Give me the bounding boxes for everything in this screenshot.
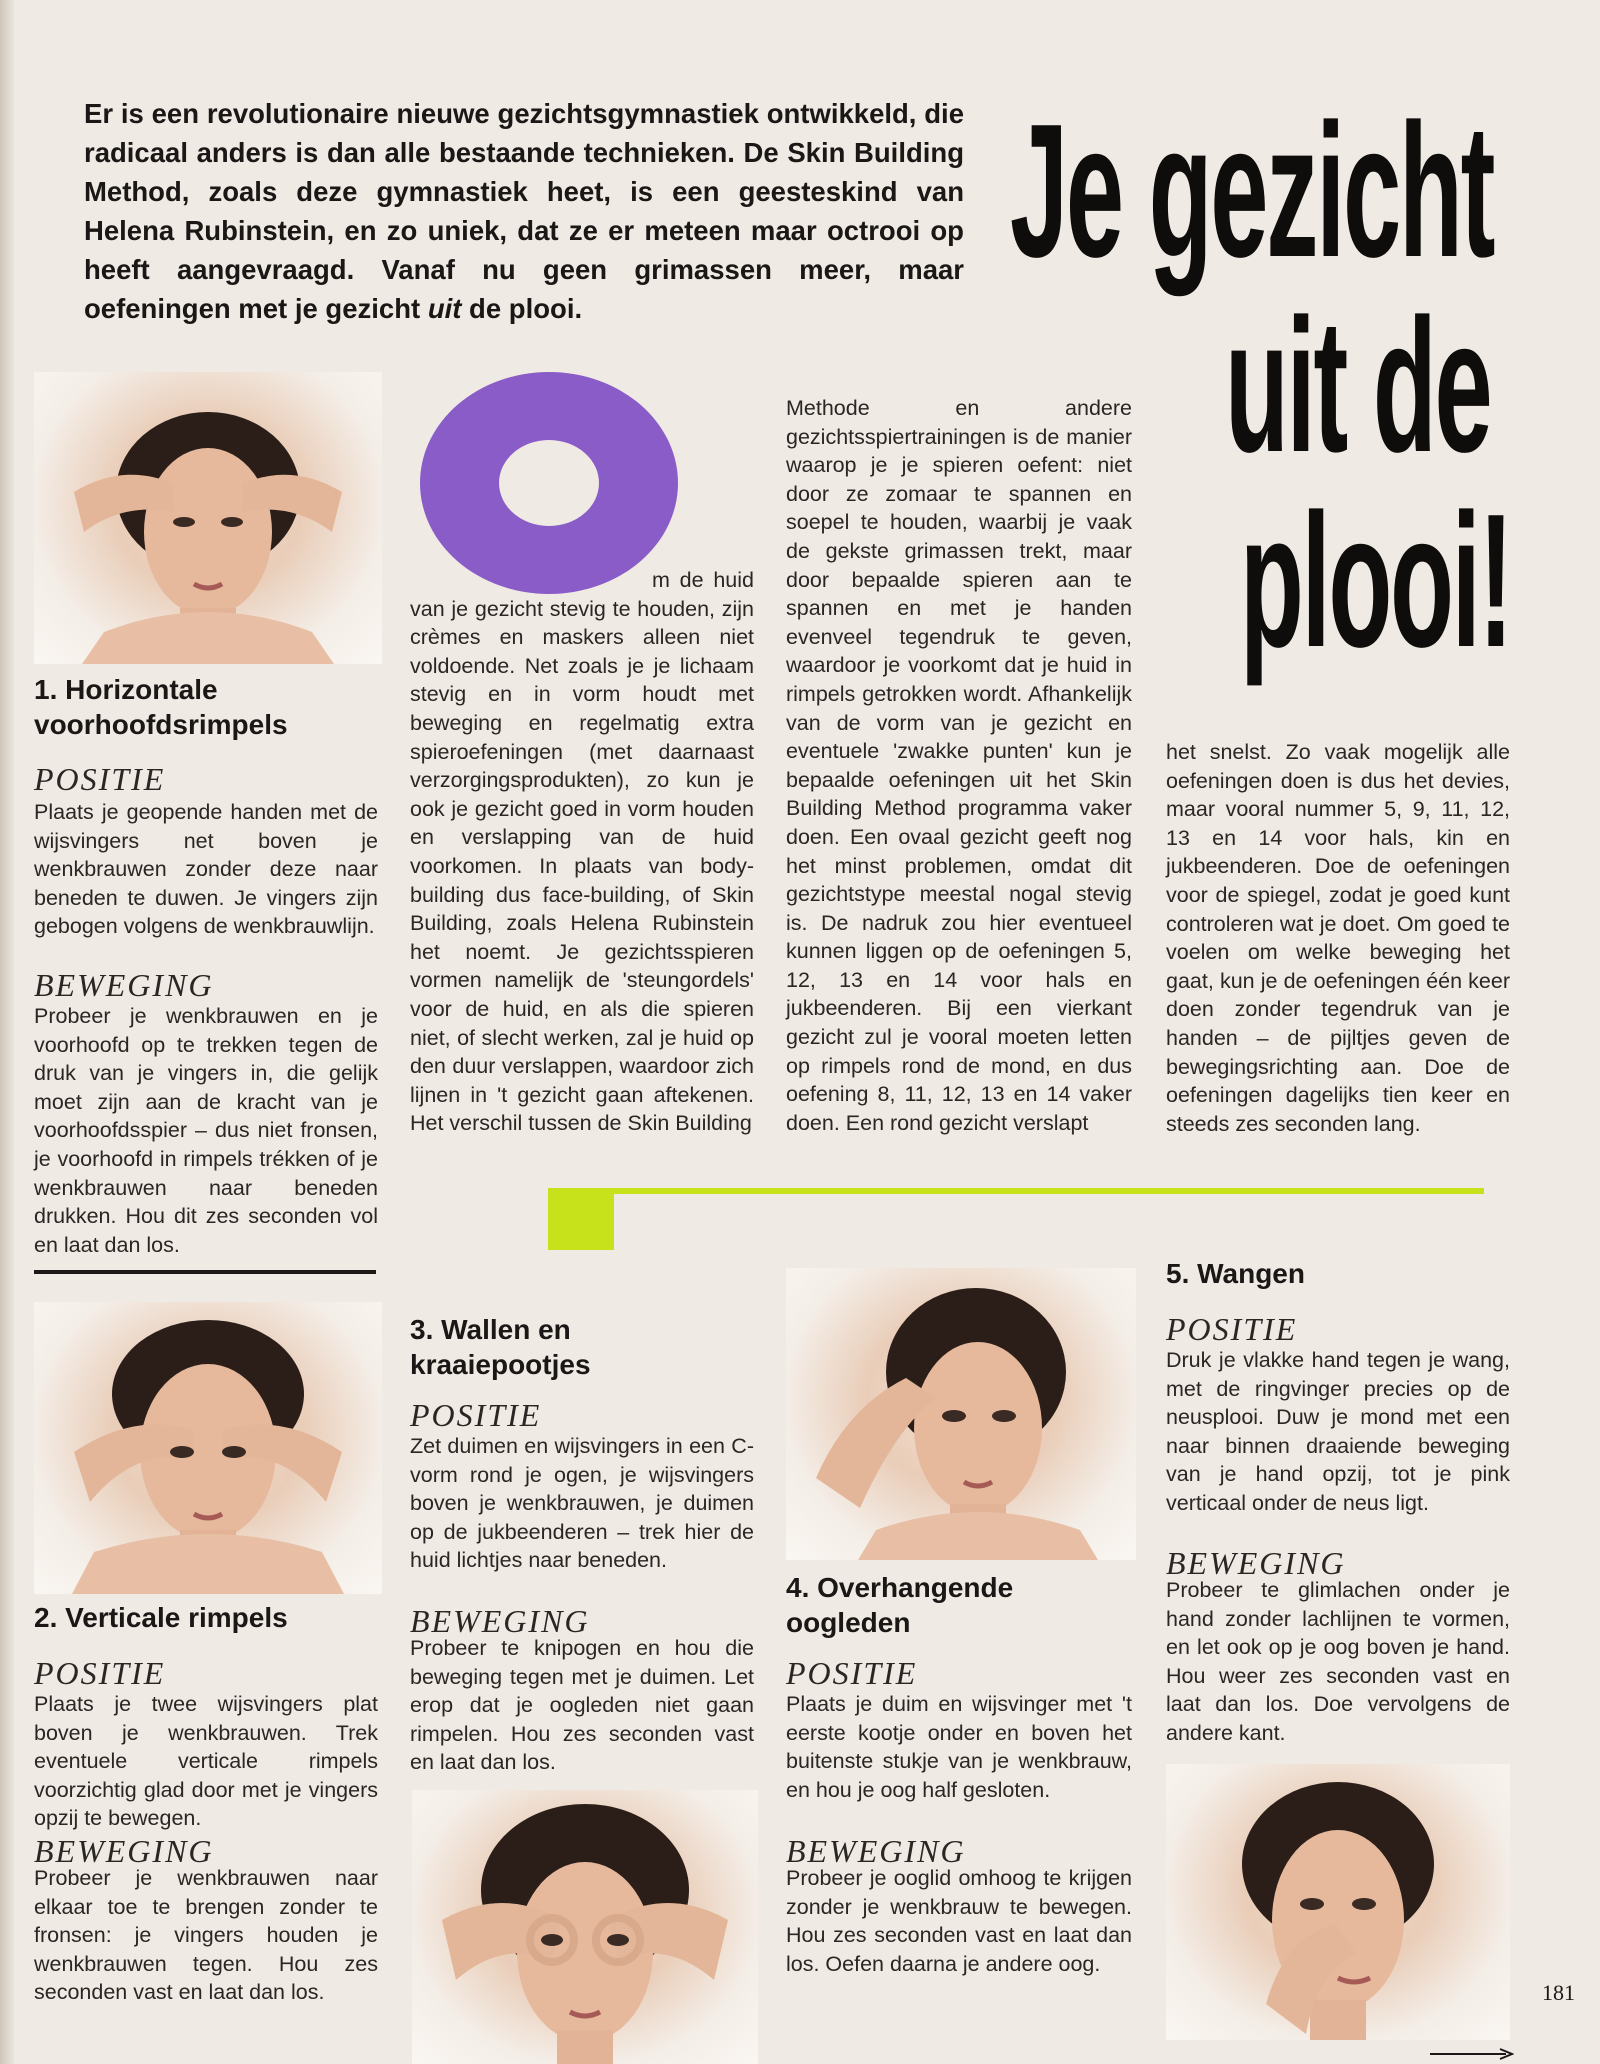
exercise-3-positie-label: POSITIE: [410, 1397, 542, 1433]
body-column-2: Methode en andere gezichtsspiertrainingen is de manier waarop je je spieren oefent: niet door ze zomaar te spannen en soepel te houden, waarbij je vaak de gekste grimassen trekt, maar door bepaalde spieren aan te spannen en met je handen evenveel tegendruk te geven, waardoor je voorkomt dat je huid in rimpels getrokken wordt. Afhankelijk van de vorm van je gezicht en eventuele 'zwakke punten' kun je bepaalde oefeningen uit het Skin Building Method programma vaker doen. Een ovaal gezicht geeft nog het minst problemen, omdat dit gezichtstype meestal nogal stevig is. De nadruk zou hier eventueel kunnen liggen op de oefeningen 5, 12, 13 en 14 voor hals en jukbeenderen. Bij een vierkant gezicht zul je vooral moeten letten op rimpels rond de mond, en dus oefening 8, 11, 12, 13 en 14 vaker doen. Een rond gezicht verslapt: [786, 396, 1132, 1135]
exercise-5-positie-label: POSITIE: [1166, 1311, 1298, 1347]
accent-line: [548, 1188, 1484, 1194]
exercise-3-beweging-label: BEWEGING: [410, 1603, 590, 1639]
exercise-4-positie-text: Plaats je duim en wijsvinger met 't eerste kootje onder en boven het buitenste stukje van je wenkbrauw, en hou je oog half gesloten.: [786, 1692, 1132, 1802]
exercise-1-positie-text: Plaats je geopende handen met de wijsvingers net boven je wenkbrauwen zonder deze naar beneden te duwen. Je vingers zijn gebogen volgens de wenkbrauwlijn.: [34, 800, 378, 939]
exercise-4-positie-label: POSITIE: [786, 1655, 918, 1691]
portrait-illustration: [34, 1302, 382, 1594]
exercise-2-positie-label: POSITIE: [34, 1655, 166, 1691]
exercise-5-positie-text: Druk je vlakke hand tegen je wang, met de ringvinger precies op de neusplooi. Duw je mond met een naar binnen draaiende beweging van je hand opzij, tot je pink verticaal onder de neus ligt.: [1166, 1348, 1510, 1515]
exercise-4-title: 4. Overhangende oogleden: [786, 1572, 1014, 1638]
body-column-1: m de huid van je gezicht stevig te houden, zijn crèmes en maskers alleen niet voldoende. Net zoals je je lichaam stevig en in vorm houdt met beweging en regelmatig extra spieroefeningen (met daarnaast verzorgingsprodukten), zo kun je ook je gezicht goed in vorm houden en verslapping van de huid voorkomen. In plaats van body-building dus face-building, of Skin Building, zoals Helena Rubinstein het noemt. Je gezichtsspieren vormen namelijk de 'steungordels' voor de huid, en als die spieren niet, of slecht werken, zal je huid op den duur verslappen, waardoor zich lijnen in 't gezicht gaan aftekenen. Het verschil tussen de Skin Building: [410, 568, 754, 1136]
headline-line-3: plooi!: [1240, 475, 1512, 687]
continue-arrow-icon: [1430, 2048, 1514, 2060]
exercise-4-beweging-label: BEWEGING: [786, 1833, 966, 1869]
exercise-3-beweging-text: Probeer te knipogen en hou die beweging tegen met je duimen. Let erop dat je oogleden niet gaan rimpelen. Hou zes seconden vast en laat dan los.: [410, 1636, 754, 1775]
exercise-3-title: 3. Wallen en kraaiepootjes: [410, 1314, 591, 1380]
section-divider: [34, 1270, 376, 1274]
exercise-1-beweging-text: Probeer je wenkbrauwen en je voorhoofd op te trekken tegen de druk van je vingers in, die gelijk moet zijn aan de kracht van je voorhoofdsspier – dus niet fronsen, je voorhoofd in rimpels trékken of je wenkbrauwen naar beneden drukken. Hou dit zes seconden vol en laat dan los.: [34, 1004, 378, 1257]
photo-exercise-1: [34, 372, 382, 664]
exercise-1-title: 1. Horizontale voorhoofdsrimpels: [34, 674, 288, 740]
photo-exercise-4: [786, 1268, 1136, 1560]
body-column-3: het snelst. Zo vaak mogelijk alle oefeningen doen is dus het devies, maar vooral nummer 5, 9, 11, 12, 13 en 14 voor hals, kin en jukbeenderen. Doe de oefeningen voor de spiegel, zodat je goed kunt controleren wat je doet. Om goed te voelen om welke beweging het gaat, kun je de oefeningen één keer doen zonder tegendruk van je handen – de pijltjes geven de bewegingsrichting aan. Doe de oefeningen dagelijks tien keer en steeds zes seconden lang.: [1166, 740, 1510, 1136]
intro-emphasis: uit: [427, 293, 462, 324]
portrait-illustration: [786, 1268, 1136, 1560]
exercise-5-beweging-text: Probeer te glimlachen onder je hand zonder lachlijnen te vormen, en let ook op je oog boven je hand. Hou weer zes seconden vast en laat dan los. Doe vervolgens de andere kant.: [1166, 1578, 1510, 1745]
exercise-5-beweging-label: BEWEGING: [1166, 1545, 1346, 1581]
portrait-illustration: [34, 372, 382, 664]
intro-paragraph: Er is een revolutionaire nieuwe gezichtsgymnastiek ontwikkeld, die radicaal anders is dan alle bestaande technieken. De Skin Building Method, zoals deze gymnastiek heet, is een geesteskind van Helena Rubinstein, en zo uniek, dat ze er meteen maar octrooi op heeft aangevraagd. Vanaf nu geen grimassen meer, maar oefeningen met je gezicht uit de plooi.: [84, 98, 964, 324]
portrait-illustration: [1166, 1764, 1510, 2040]
exercise-1-positie-label: POSITIE: [34, 761, 166, 797]
page-edge: [0, 0, 14, 2064]
exercise-4-beweging-text: Probeer je ooglid omhoog te krijgen zonder je wenkbrauw te bewegen. Hou zes seconden vast en laat dan los. Oefen daarna je andere oog.: [786, 1866, 1132, 1976]
exercise-2-beweging-text: Probeer je wenkbrauwen naar elkaar toe te brengen zonder te fronsen: je vingers houden je wenkbrauwen tegen. Hou zes seconden vast en laat dan los.: [34, 1866, 378, 2005]
accent-block: [548, 1188, 614, 1250]
headline-line-1: Je gezicht: [1010, 85, 1494, 297]
drop-cap-o: [420, 372, 678, 594]
exercise-3-positie-text: Zet duimen en wijsvingers in een C-vorm rond je ogen, je wijsvingers boven je wenkbrauwen, je duimen op de jukbeenderen – trek hier de huid lichtjes naar beneden.: [410, 1434, 754, 1573]
portrait-illustration: [412, 1790, 758, 2064]
exercise-1-beweging-label: BEWEGING: [34, 967, 214, 1003]
photo-exercise-3: [412, 1790, 758, 2064]
photo-exercise-5: [1166, 1764, 1510, 2040]
photo-exercise-2: [34, 1302, 382, 1594]
exercise-2-positie-text: Plaats je twee wijsvingers plat boven je wenkbrauwen. Trek eventuele verticale rimpels voorzichtig glad door met je vingers opzij te bewegen.: [34, 1692, 378, 1831]
headline-line-2: uit de: [1225, 280, 1491, 492]
exercise-2-beweging-label: BEWEGING: [34, 1833, 214, 1869]
exercise-2-title: 2. Verticale rimpels: [34, 1602, 288, 1633]
page-number: 181: [1542, 1980, 1575, 2005]
exercise-5-title: 5. Wangen: [1166, 1258, 1305, 1289]
